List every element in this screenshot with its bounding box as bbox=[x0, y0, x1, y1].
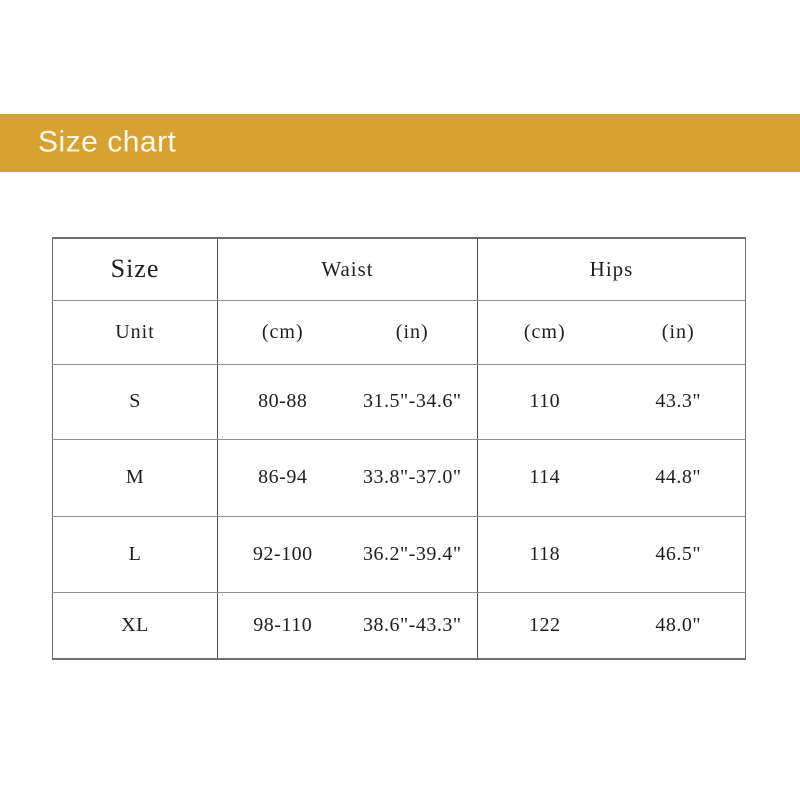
header-hips: Hips bbox=[478, 238, 746, 300]
unit-row bbox=[53, 300, 746, 364]
cell-m-hips-cm: 114 bbox=[478, 439, 612, 516]
unit-hips-in: (in) bbox=[612, 300, 746, 364]
table-row-m bbox=[53, 439, 746, 516]
cell-m-waist-in: 33.8"-37.0" bbox=[348, 439, 478, 516]
header-waist: Waist bbox=[218, 238, 478, 300]
table-header-row bbox=[53, 238, 746, 300]
size-label-l: L bbox=[53, 516, 218, 592]
unit-label: Unit bbox=[53, 300, 218, 364]
cell-xl-hips-in: 48.0" bbox=[655, 613, 702, 636]
cell-s-hips-in: 43.3" bbox=[612, 364, 746, 439]
cell-xl-waist-cm: 98-110 bbox=[218, 592, 348, 659]
unit-hips-cm: (cm) bbox=[478, 300, 612, 364]
cell-m-waist-cm: 86-94 bbox=[218, 439, 348, 516]
size-chart-banner bbox=[0, 114, 800, 172]
size-label-s: S bbox=[53, 364, 218, 439]
cell-l-hips-in: 46.5" bbox=[612, 516, 746, 592]
cell-xl-hips-cm: 122 bbox=[478, 592, 612, 659]
unit-waist-in: (in) bbox=[348, 300, 478, 364]
cell-s-waist-cm: 80-88 bbox=[218, 364, 348, 439]
size-chart-table bbox=[52, 237, 746, 660]
size-label-m: M bbox=[53, 439, 218, 516]
unit-waist-cm: (cm) bbox=[218, 300, 348, 364]
cell-l-waist-cm: 92-100 bbox=[218, 516, 348, 592]
table-row-l bbox=[53, 516, 746, 592]
table-row-xl bbox=[53, 592, 746, 659]
cell-l-waist-in: 36.2"-39.4" bbox=[348, 516, 478, 592]
size-label-xl: XL bbox=[121, 613, 149, 636]
cell-l-hips-cm: 118 bbox=[478, 516, 612, 592]
cell-m-hips-in: 44.8" bbox=[612, 439, 746, 516]
cell-s-waist-in: 31.5"-34.6" bbox=[348, 364, 478, 439]
header-size: Size bbox=[53, 238, 218, 300]
cell-xl-waist-in: 38.6"-43.3" bbox=[363, 613, 462, 636]
cell-s-hips-cm: 110 bbox=[478, 364, 612, 439]
table-row-s bbox=[53, 364, 746, 439]
banner-title: Size chart bbox=[38, 125, 177, 159]
